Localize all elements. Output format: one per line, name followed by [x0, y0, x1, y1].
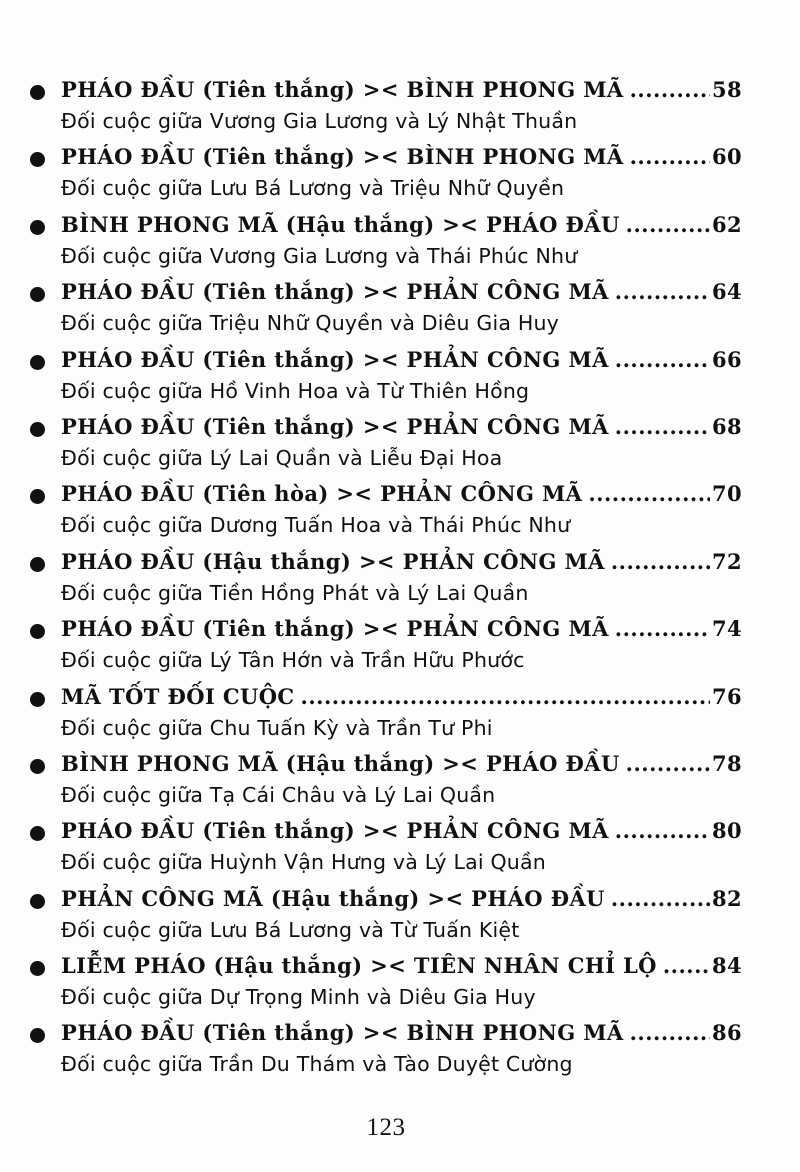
toc-subtitle: Đối cuộc giữa Vương Gia Lương và Lý Nhật Thuần	[61, 109, 578, 133]
toc-entry	[30, 409, 742, 476]
dot-leader	[626, 746, 710, 782]
toc-title-row	[61, 948, 742, 984]
table-of-contents	[30, 72, 742, 1083]
toc-page-number: 70	[711, 481, 742, 507]
toc-title-row	[61, 813, 742, 849]
toc-title: PHÁO ĐẦU (Tiên thắng) >< PHẢN CÔNG MÃ	[61, 413, 609, 439]
toc-subtitle: Đối cuộc giữa Trần Du Thám và Tào Duyệt Cường	[61, 1052, 573, 1077]
bullet-icon	[30, 557, 45, 572]
toc-title: PHÁO ĐẦU (Tiên thắng) >< BÌNH PHONG MÃ	[61, 77, 624, 102]
toc-entry	[30, 72, 742, 139]
toc-subtitle: Đối cuộc giữa Tiền Hồng Phát và Lý Lai Quần	[61, 580, 529, 605]
toc-entry	[30, 544, 742, 611]
toc-title: PHÁO ĐẦU (Tiên hòa) >< PHẢN CÔNG MÃ	[61, 481, 583, 507]
dot-leader	[588, 476, 710, 512]
bullet-icon	[30, 489, 45, 504]
toc-subtitle: Đối cuộc giữa Dự Trọng Minh và Diêu Gia Huy	[61, 985, 536, 1010]
toc-title: BÌNH PHONG MÃ (Hậu thắng) >< PHÁO ĐẦU	[61, 750, 620, 776]
toc-title: LIỄM PHÁO (Hậu thắng) >< TIÊN NHÂN CHỈ LỘ	[61, 953, 657, 979]
toc-page-number: 86	[711, 1020, 742, 1046]
toc-entry	[30, 881, 742, 948]
toc-title: BÌNH PHONG MÃ (Hậu thắng) >< PHÁO ĐẦU	[61, 211, 620, 237]
toc-entry	[30, 476, 742, 543]
toc-subtitle: Đối cuộc giữa Hồ Vinh Hoa và Từ Thiên Hồng	[61, 378, 530, 403]
toc-page-number: 74	[711, 616, 742, 642]
toc-title-row	[61, 476, 742, 512]
dot-leader	[301, 679, 710, 715]
toc-entry	[30, 679, 742, 746]
toc-title-row	[61, 342, 742, 378]
toc-page-number: 76	[711, 683, 742, 709]
toc-subtitle: Đối cuộc giữa Lưu Bá Lương và Triệu Nhữ Quyền	[61, 176, 565, 201]
toc-page-number: 82	[711, 885, 742, 911]
bullet-icon	[30, 220, 45, 235]
bullet-icon	[30, 826, 45, 841]
toc-title: PHÁO ĐẦU (Tiên thắng) >< PHẢN CÔNG MÃ	[61, 616, 609, 642]
bullet-icon	[30, 759, 45, 774]
toc-title-row	[61, 679, 742, 715]
toc-subtitle: Đối cuộc giữa Vương Gia Lương và Thái Phúc Như	[61, 243, 578, 268]
bullet-icon	[30, 152, 45, 167]
toc-title: PHÁO ĐẦU (Tiên thắng) >< BÌNH PHONG MÃ	[61, 1020, 624, 1046]
toc-title-row	[61, 544, 742, 580]
dot-leader	[626, 207, 710, 243]
toc-title-row	[61, 1015, 742, 1051]
toc-subtitle: Đối cuộc giữa Huỳnh Vận Hưng và Lý Lai Quần	[61, 850, 546, 875]
toc-page-number: 72	[711, 548, 742, 574]
toc-title: MÃ TỐT ĐỐI CUỘC	[61, 683, 295, 709]
toc-entry	[30, 139, 742, 206]
bullet-icon	[30, 961, 45, 976]
toc-page-number: 80	[711, 818, 742, 844]
bullet-icon	[30, 692, 45, 707]
toc-title-row	[61, 139, 742, 175]
dot-leader	[615, 611, 710, 647]
toc-entry	[30, 1015, 742, 1082]
toc-page-number: 62	[711, 211, 742, 237]
toc-title-row	[61, 409, 742, 445]
toc-title-row	[61, 746, 742, 782]
dot-leader	[663, 948, 710, 984]
dot-leader	[611, 544, 710, 580]
toc-title: PHÁO ĐẦU (Hậu thắng) >< PHẢN CÔNG MÃ	[61, 548, 605, 574]
toc-subtitle: Đối cuộc giữa Lý Lai Quần và Liễu Đại Hoa	[61, 445, 503, 470]
dot-leader	[611, 881, 710, 917]
dot-leader	[630, 1015, 710, 1051]
bullet-icon	[30, 422, 45, 437]
dot-leader	[615, 274, 710, 310]
bullet-icon	[30, 85, 45, 100]
toc-subtitle: Đối cuộc giữa Chu Tuấn Kỳ và Trần Tư Phi	[61, 715, 493, 740]
dot-leader	[615, 813, 710, 849]
toc-title-row	[61, 72, 742, 108]
toc-title: PHÁO ĐẦU (Tiên thắng) >< PHẢN CÔNG MÃ	[61, 818, 609, 844]
toc-entry	[30, 342, 742, 409]
page-number: 123	[366, 1114, 406, 1141]
dot-leader	[615, 409, 710, 445]
toc-title-row	[61, 207, 742, 243]
toc-entry	[30, 813, 742, 880]
toc-subtitle: Đối cuộc giữa Lưu Bá Lương và Từ Tuấn Kiệt	[61, 917, 520, 942]
toc-title: PHÁO ĐẦU (Tiên thắng) >< BÌNH PHONG MÃ	[61, 144, 624, 170]
toc-page-number: 58	[711, 77, 742, 102]
toc-entry	[30, 207, 742, 274]
dot-leader	[630, 72, 710, 108]
toc-subtitle: Đối cuộc giữa Triệu Nhữ Quyền và Diêu Gia Huy	[61, 311, 559, 336]
dot-leader	[615, 342, 710, 378]
toc-title: PHÁO ĐẦU (Tiên thắng) >< PHẢN CÔNG MÃ	[61, 346, 609, 372]
dot-leader	[630, 139, 710, 175]
toc-page-number: 64	[711, 279, 742, 305]
toc-entry	[30, 746, 742, 813]
toc-subtitle: Đối cuộc giữa Tạ Cái Châu và Lý Lai Quần	[61, 782, 496, 807]
toc-page-number: 60	[711, 144, 742, 170]
toc-subtitle: Đối cuộc giữa Lý Tân Hớn và Trần Hữu Phước	[61, 648, 525, 673]
toc-title-row	[61, 611, 742, 647]
toc-title-row	[61, 274, 742, 310]
toc-title: PHÁO ĐẦU (Tiên thắng) >< PHẢN CÔNG MÃ	[61, 279, 609, 305]
bullet-icon	[30, 355, 45, 370]
toc-page-number: 84	[711, 953, 742, 979]
toc-title-row	[61, 881, 742, 917]
toc-entry	[30, 274, 742, 341]
toc-page-number: 78	[711, 750, 742, 776]
bullet-icon	[30, 287, 45, 302]
toc-page-number: 68	[711, 413, 742, 439]
toc-title: PHẢN CÔNG MÃ (Hậu thắng) >< PHÁO ĐẦU	[61, 885, 605, 911]
bullet-icon	[30, 1028, 45, 1043]
toc-page-number: 66	[711, 346, 742, 372]
toc-entry	[30, 948, 742, 1015]
toc-entry	[30, 611, 742, 678]
bullet-icon	[30, 894, 45, 909]
toc-subtitle: Đối cuộc giữa Dương Tuấn Hoa và Thái Phúc Như	[61, 513, 571, 538]
bullet-icon	[30, 624, 45, 639]
